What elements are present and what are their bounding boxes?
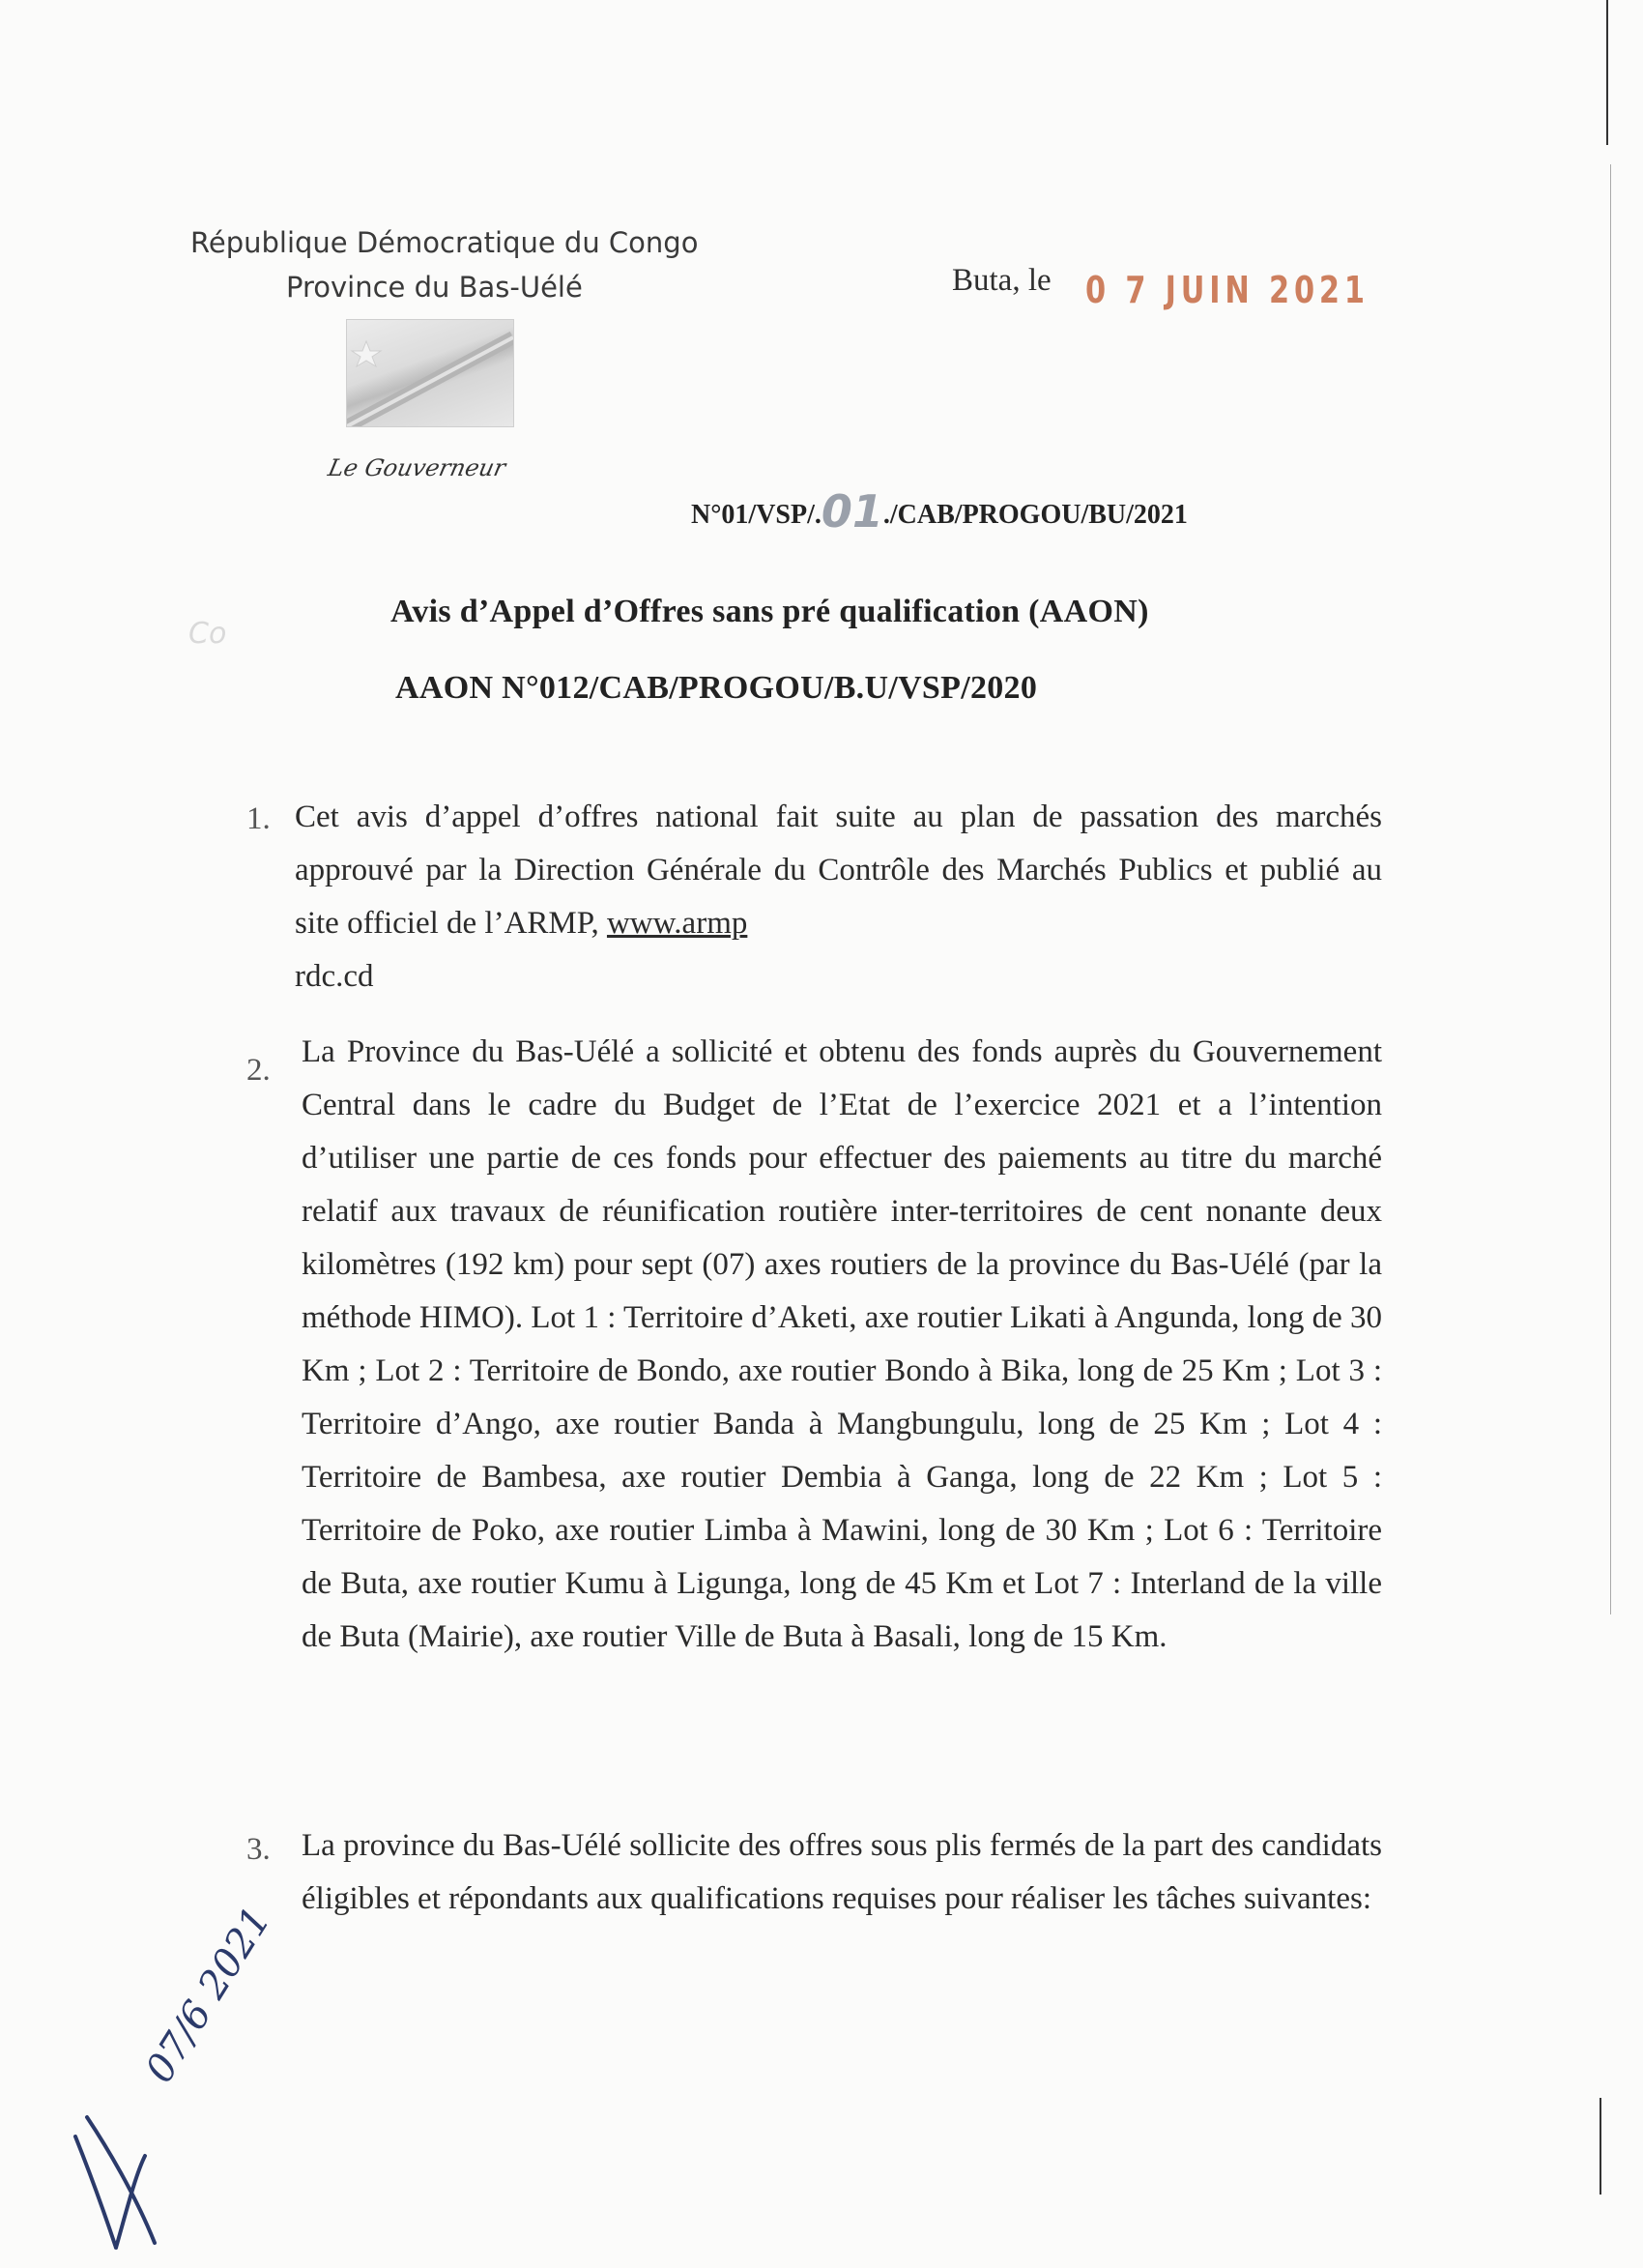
date-stamp: 0 7 JUIN 2021	[1085, 269, 1369, 311]
flag-emblem	[346, 319, 514, 427]
reference-handwritten: 01	[821, 485, 883, 538]
handwritten-date: 07/6 2021	[137, 1899, 280, 2091]
reference-suffix: ./CAB/PROGOU/BU/2021	[882, 500, 1188, 530]
place-label: Buta, le	[952, 263, 1052, 298]
armp-link-continuation: rdc.cd	[295, 959, 374, 994]
flag-icon	[347, 320, 513, 426]
scan-edge-middle	[1610, 164, 1611, 1614]
document-title: Avis d’Appel d’Offres sans pré qualification (AAON)	[390, 594, 1149, 629]
item-number-1: 1.	[246, 801, 271, 836]
paragraph-1	[295, 791, 1382, 1003]
document-reference-title: AAON N°012/CAB/PROGOU/B.U/VSP/2020	[395, 670, 1038, 706]
reference-number	[691, 481, 1188, 538]
country-name: République Démocratique du Congo	[190, 226, 699, 259]
paragraph-1-text: Cet avis d’appel d’offres national fait suite au plan de passation des marchés approuvé par la Direction Générale du Contrôle des Marchés Publics et publié au site officiel de l’ARMP,	[295, 800, 1382, 941]
item-number-3: 3.	[246, 1832, 271, 1867]
governor-title: Le Gouverneur	[326, 454, 508, 481]
paragraph-3: La province du Bas-Uélé sollicite des offres sous plis fermés de la part des candidats éligibles et répondants aux qualifications requises pour réaliser les tâches suivantes:	[302, 1828, 1382, 1916]
armp-link[interactable]: www.armp	[606, 906, 748, 941]
reference-prefix: N°01/VSP/.	[691, 500, 822, 530]
item-number-2: 2.	[246, 1053, 271, 1088]
province-name: Province du Bas-Uélé	[286, 271, 583, 304]
signature-scribble	[48, 2050, 261, 2262]
paragraph-2: La Province du Bas-Uélé a sollicité et obtenu des fonds auprès du Gouvernement Central dans le cadre du Budget de l’Etat de l’exercice 2021 et a l’intention d’utiliser une partie de ces fonds pour effectuer des paiements au titre du marché relatif aux travaux de réunification routière inter-territoires de cent nonante deux kilomètres (192 km) pour sept (07) axes routiers de la province du Bas-Uélé (par la méthode HIMO). Lot 1 : Territoire d’Aketi, axe routier Likati à Angunda, long de 30 Km ; Lot 2 : Territoire de Bondo, axe routier Bondo à Bika, long de 25 Km ; Lot 3 : Territoire d’Ango, axe routier Banda à Mangbungulu, long de 25 Km ; Lot 4 : Territoire de Bambesa, axe routier Dembia à Ganga, long de 22 Km ; Lot 5 : Territoire de Poko, axe routier Limba à Mawini, long de 30 Km ; Lot 6 : Territoire de Buta, axe routier Kumu à Ligunga, long de 45 Km et Lot 7 : Interland de la ville de Buta (Mairie), axe routier Ville de Buta à Basali, long de 15 Km.	[302, 1034, 1382, 1654]
scan-edge-bottom	[1600, 2098, 1601, 2195]
handwritten-initials	[48, 1899, 280, 2262]
scan-edge-top	[1606, 0, 1608, 145]
faint-mark: Co	[188, 617, 227, 651]
